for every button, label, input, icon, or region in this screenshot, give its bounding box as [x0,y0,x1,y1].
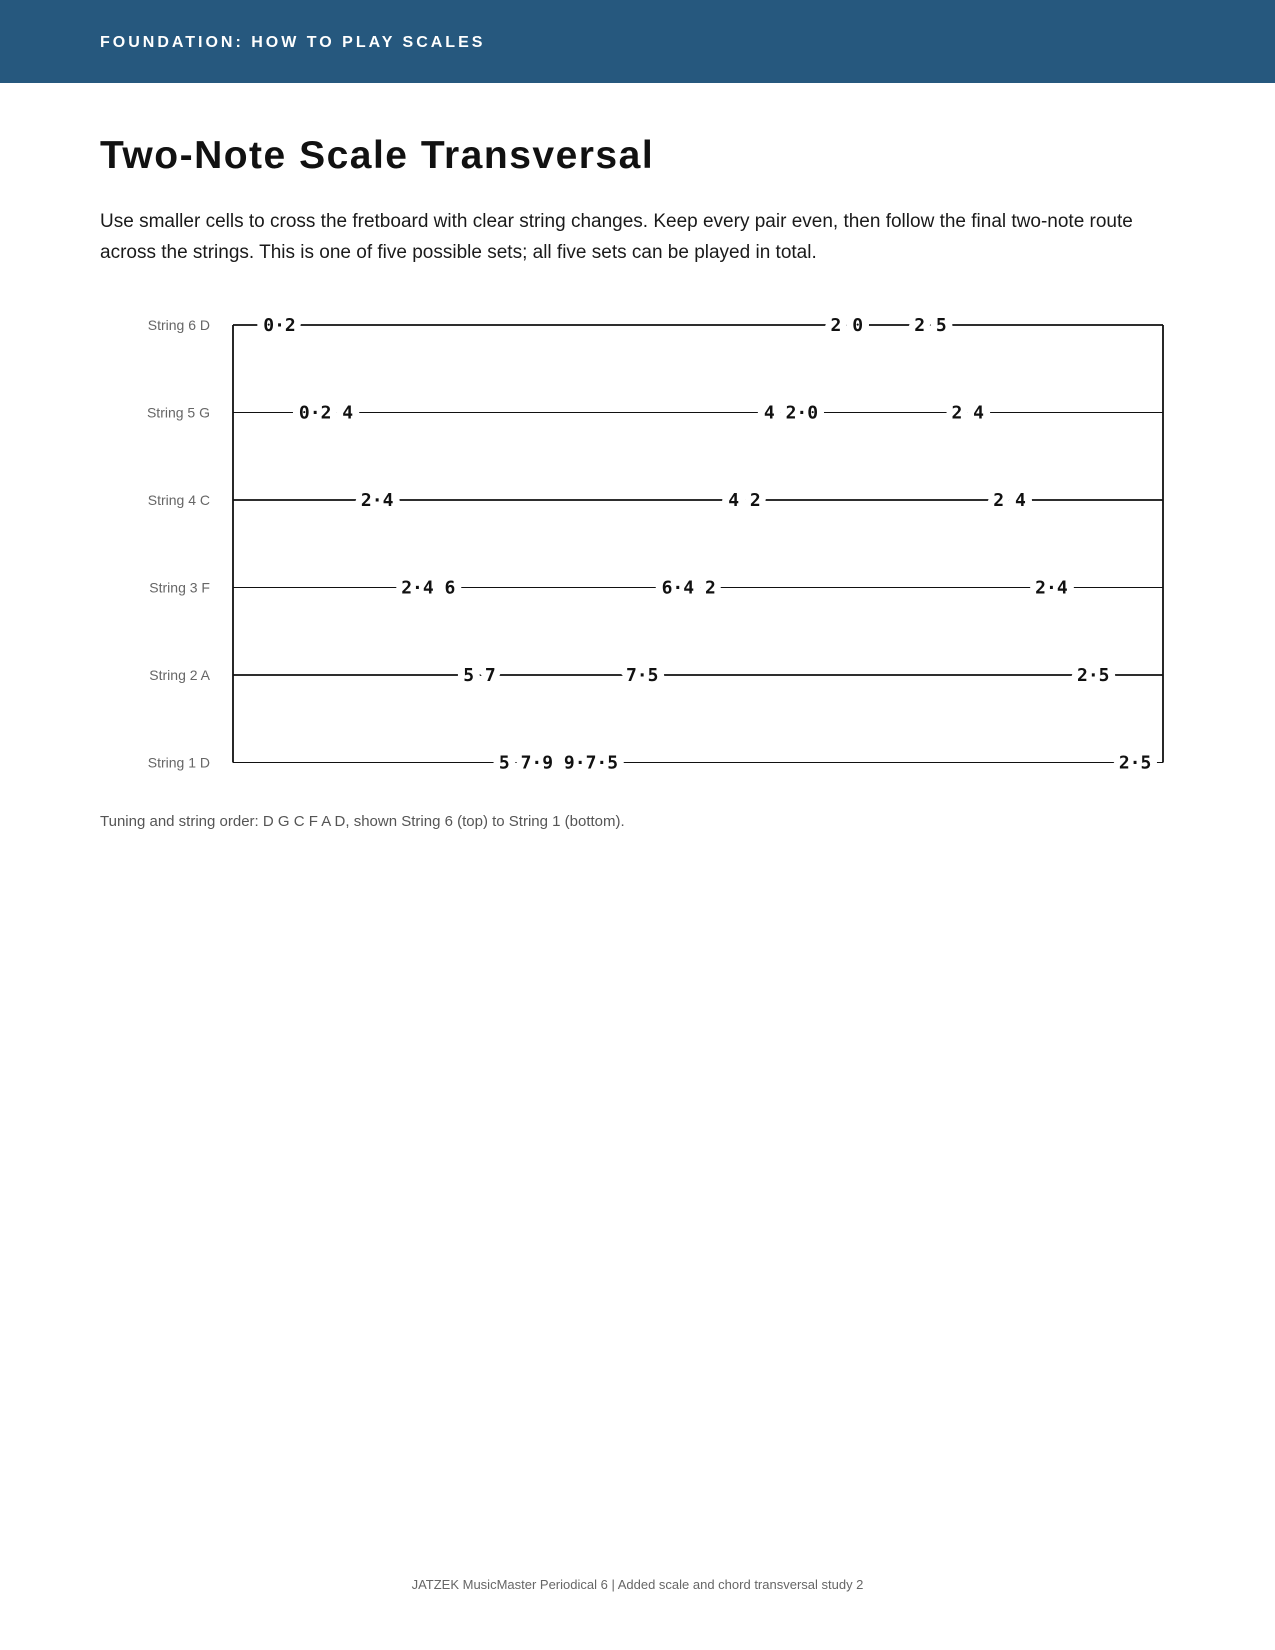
intro-paragraph: Use smaller cells to cross the fretboard with clear string changes. Keep every pair even, then follow the final two-note route across the strings. This is one of five possible sets; all five sets can be played in total. [100,211,1133,263]
fret-group: 6·4 2 [661,577,716,599]
fret-group: 2·5 [1118,752,1152,774]
string-lines [233,325,1163,763]
fret-group: 2 5 [914,315,947,336]
string-label: String 6 D [147,317,210,333]
fret-numbers [263,315,1151,774]
fret-group: 5 7 [463,665,496,686]
fret-group: 2·4 6 [401,577,456,599]
string-labels [147,317,211,771]
fret-group: 2·5 [1076,665,1110,686]
fret-group: 2 0 [830,315,864,336]
fret-group: 2·4 [360,490,394,511]
fret-group: 2 4 [951,402,984,424]
tablature-diagram [0,300,1275,780]
fret-group: 2·4 [1035,577,1068,599]
tab-frame [233,325,1163,763]
fret-group: 5 7·9 9·7·5 [498,752,619,774]
string-label: String 1 D [147,754,210,771]
string-label: String 2 A [149,667,210,683]
tuning-caption: Tuning and string order: D G C F A D, shown String 6 (top) to String 1 (bottom). [100,813,625,830]
fret-group: 0·2 [263,315,296,336]
fret-group: 0·2 4 [298,402,354,424]
fret-group: 2 4 [993,490,1026,511]
page-footer: JATZEK MusicMaster Periodical 6 | Added scale and chord transversal study 2 [411,1577,864,1592]
fret-group: 7·5 [625,665,659,686]
section-label: FOUNDATION: HOW TO PLAY SCALES [100,34,486,51]
fret-group: 4 2·0 [763,402,819,424]
fret-group: 4 2 [728,490,761,511]
string-label: String 4 C [147,492,210,508]
page-title: Two-Note Scale Transversal [100,134,655,177]
string-label: String 3 F [149,579,210,596]
header-bar [0,0,1275,83]
string-label: String 5 G [146,404,210,421]
